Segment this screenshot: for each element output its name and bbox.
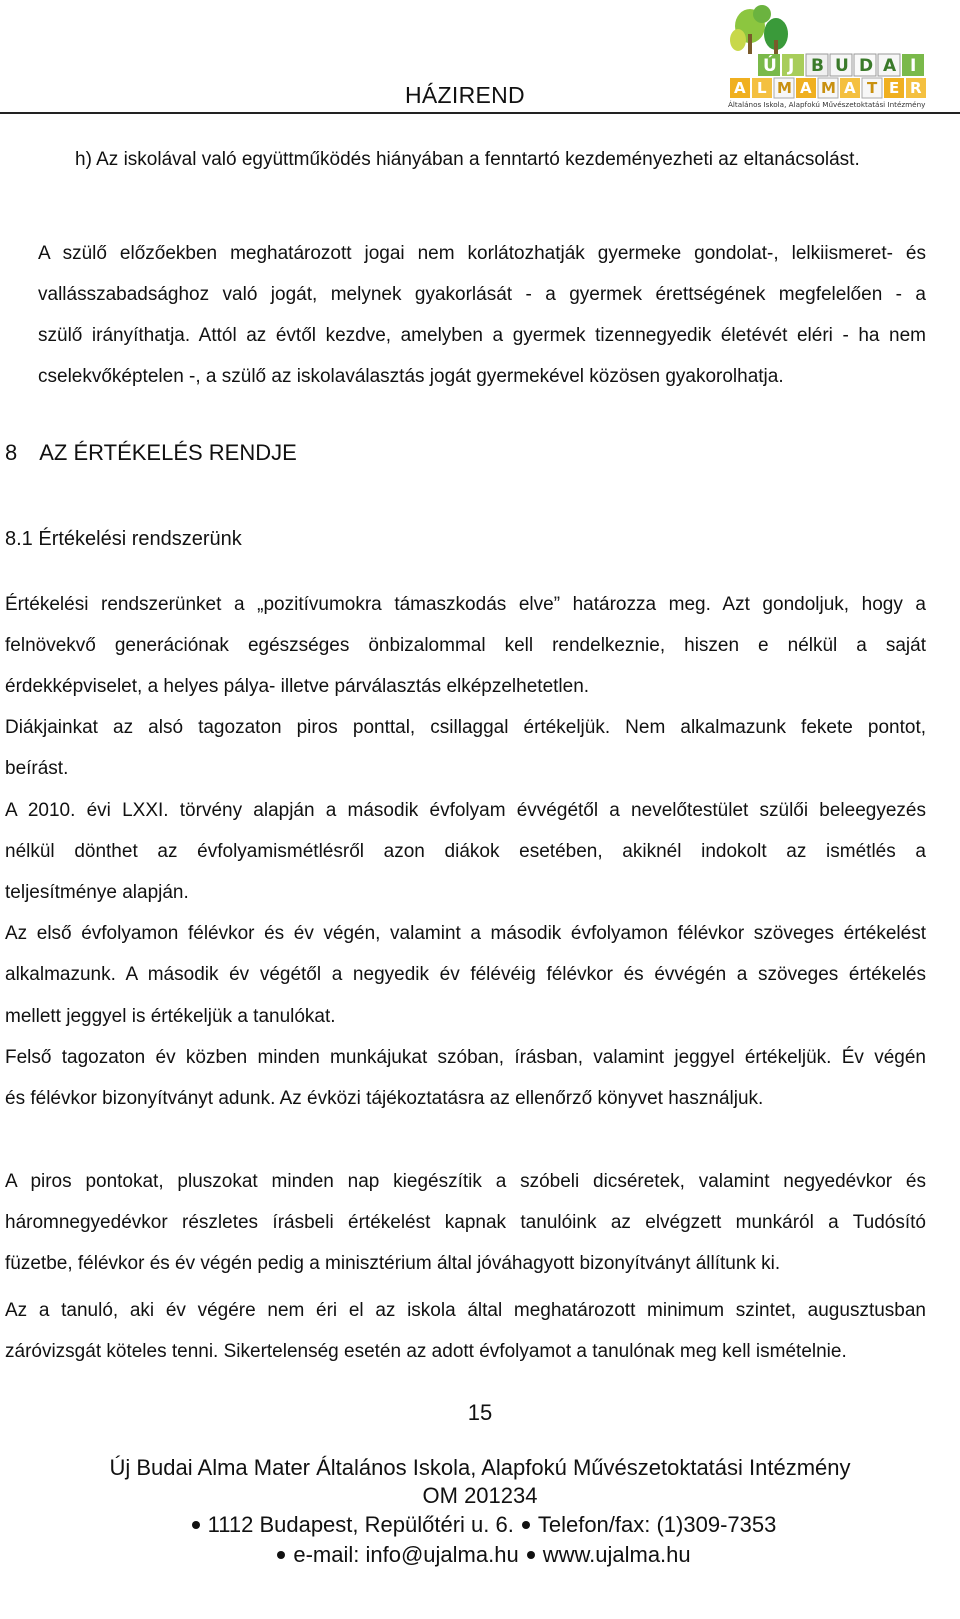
footer-contact-line [0, 1512, 960, 1538]
logo-top-word [758, 54, 924, 76]
text-line: szülő irányíthatja. Attól az évtől kezdve, amelyben a gyermek tizennegyedik életévét eléri - ha nem [38, 325, 926, 346]
svg-text:D: D [859, 56, 874, 76]
svg-text:L: L [757, 79, 767, 97]
svg-text:J: J [788, 56, 795, 76]
footer-web-line [0, 1542, 960, 1568]
text-line: cselekvőképtelen -, a szülő az iskolaválasztás jogát gyermekével közösen gyakorolhatja. [38, 366, 784, 387]
text-line: Értékelési rendszerünket a „pozitívumokra támaszkodás elve” határozza meg. Azt gondoljuk, hogy a [5, 594, 926, 615]
text-line: beírást. [5, 758, 69, 779]
svg-text:M: M [821, 79, 836, 97]
text-line: vallásszabadsághoz való jogát, melynek gyakorlását - a gyermek érettségének megfelelően - a [38, 284, 926, 305]
svg-text:I: I [910, 56, 917, 76]
text-line: záróvizsgát köteles tenni. Sikertelenség esetén az adott évfolyamot a tanulónak meg kell ismételnie. [5, 1341, 847, 1362]
text-line: felnövekvő generációnak egészséges önbizalommal kell rendelkeznie, hiszen e nélkül a saját [5, 635, 926, 656]
footer-website: www.ujalma.hu [542, 1542, 691, 1567]
svg-text:A: A [844, 79, 856, 97]
text-line: A 2010. évi LXXI. törvény alapján a második évfolyam évvégétől a nevelőtestület szülői beleegyezés [5, 800, 926, 821]
svg-text:E: E [889, 79, 900, 97]
text-line: Az első évfolyamon félévkor és év végén, valamint a második évfolyamon félévkor szöveges értékelést [5, 923, 926, 944]
footer-email: e-mail: info@ujalma.hu [293, 1542, 519, 1567]
svg-text:A: A [800, 79, 812, 97]
svg-text:B: B [811, 56, 824, 76]
svg-text:M: M [777, 79, 792, 97]
svg-text:Ú: Ú [763, 56, 777, 76]
footer-address: 1112 Budapest, Repülőtéri u. 6. [207, 1512, 514, 1537]
section-heading [5, 440, 297, 466]
page-number: 15 [467, 1400, 493, 1425]
text-line: füzetbe, félévkor és év végén pedig a minisztérium által jóváhagyott bizonyítványt állítunk ki. [5, 1253, 781, 1274]
document-title: HÁZIREND [405, 82, 525, 108]
text-line: érdekképviselet, a helyes pálya- illetve párválasztás elképzelhetetlen. [5, 676, 590, 697]
page-header [0, 0, 960, 118]
tree-icon [730, 5, 788, 56]
footer-phone: Telefon/fax: (1)309-7353 [537, 1512, 777, 1537]
text-line: teljesítménye alapján. [5, 882, 189, 903]
bullet-icon [527, 1551, 535, 1559]
text-line: alkalmazunk. A második év végétől a negyedik év félévéig félévkor és évvégén a szöveges értékelés [5, 964, 926, 985]
footer-om: OM 201234 [422, 1483, 538, 1508]
section-title: AZ ÉRTÉKELÉS RENDJE [39, 440, 297, 465]
svg-text:T: T [867, 79, 878, 97]
svg-text:U: U [835, 56, 849, 76]
text-line: háromnegyedévkor részletes írásbeli értékelést kapnak tanulóink az elvégzett munkáról a Tudósító [5, 1212, 926, 1233]
logo-subtitle: Általános Iskola, Alapfokú Művészetoktatási Intézmény [728, 100, 926, 109]
text-line: A szülő előzőekben meghatározott jogai nem korlátozhatják gyermeke gondolat-, lelkiismeret- és [38, 243, 926, 264]
list-item-h: h) Az iskolával való együttműködés hiányában a fenntartó kezdeményezheti az eltanácsolást. [75, 149, 860, 170]
text-line: A piros pontokat, pluszokat minden nap kiegészítik a szóbeli dicséretek, valamint negyedévkor és [5, 1171, 926, 1192]
section-number: 8 [5, 440, 18, 465]
svg-text:R: R [910, 79, 922, 97]
text-line: nélkül dönthet az évfolyamismétlésről azon diákok esetében, akiknél indokolt az ismétlés a [5, 841, 926, 862]
text-line: és félévkor bizonyítványt adunk. Az évközi tájékoztatásra az ellenőrző könyvet használjuk. [5, 1088, 764, 1109]
text-line: Diákjainkat az alsó tagozaton piros ponttal, csillaggal értékeljük. Nem alkalmazunk fekete pontot, [5, 717, 926, 738]
bullet-icon [522, 1521, 530, 1529]
bullet-icon [277, 1551, 285, 1559]
school-logo [728, 4, 938, 110]
footer-institution: Új Budai Alma Mater Általános Iskola, Alapfokú Művészetoktatási Intézmény [109, 1455, 851, 1480]
text-line: Felső tagozaton év közben minden munkájukat szóban, írásban, valamint jeggyel értékeljük. Év végén [5, 1047, 926, 1068]
svg-text:A: A [883, 56, 897, 76]
subsection-heading: 8.1 Értékelési rendszerünk [5, 528, 242, 550]
bullet-icon [192, 1521, 200, 1529]
logo-bottom-word [730, 78, 926, 98]
text-line: mellett jeggyel is értékeljük a tanulókat. [5, 1006, 336, 1027]
text-line: Az a tanuló, aki év végére nem éri el az iskola által meghatározott minimum szintet, augusztusban [5, 1300, 926, 1321]
svg-text:A: A [734, 79, 746, 97]
header-divider [0, 112, 960, 114]
